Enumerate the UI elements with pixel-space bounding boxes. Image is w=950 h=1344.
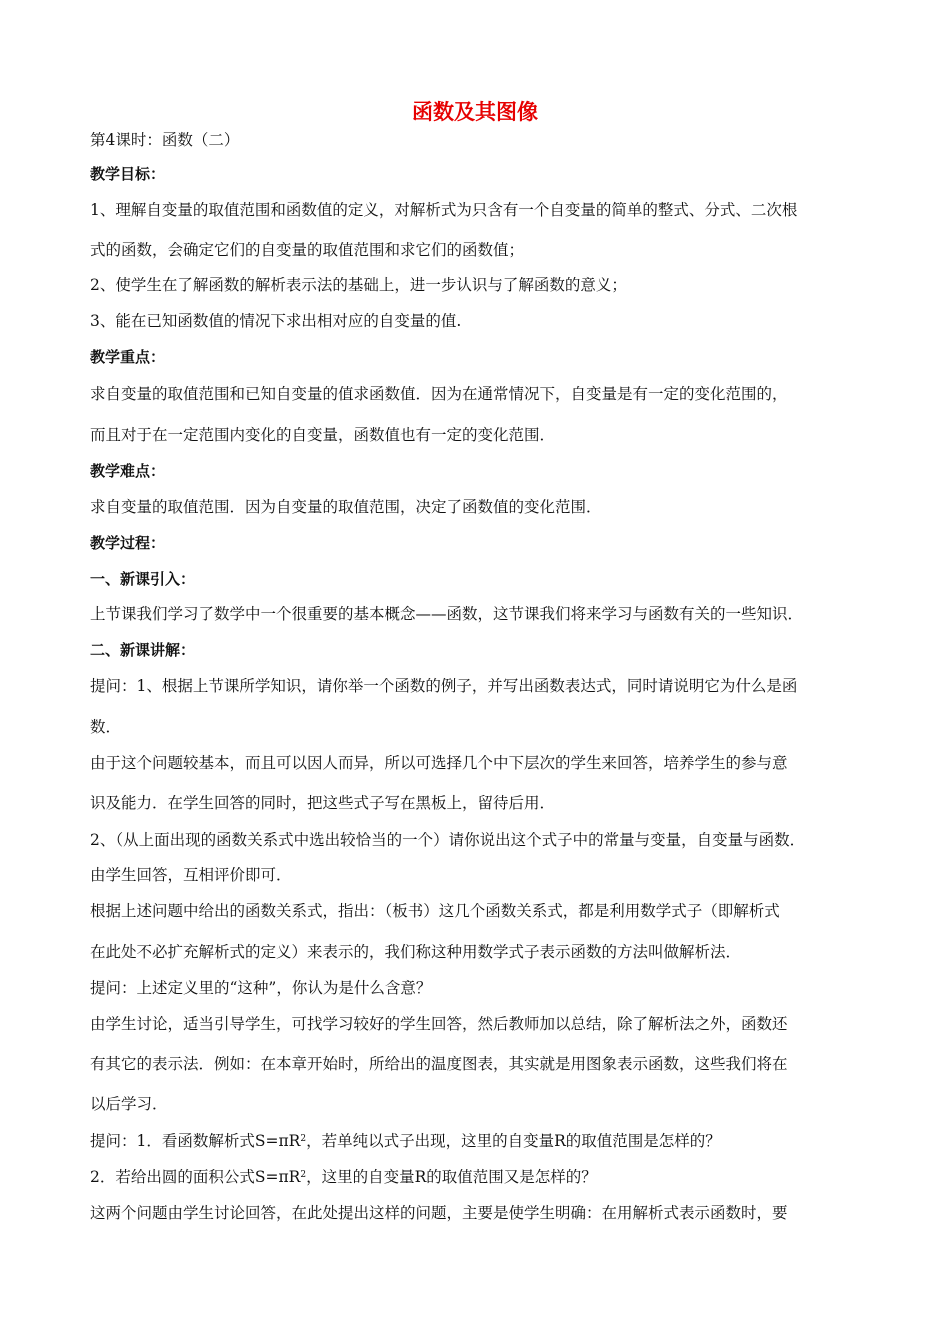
paragraph-line: 3、能在已知函数值的情况下求出相对应的自变量的值.	[90, 312, 462, 330]
superscript: 2	[300, 1170, 307, 1180]
paragraph-line: 而且对于在一定范围内变化的自变量，函数值也有一定的变化范围．	[90, 426, 556, 444]
formula-text: 2．若给出圆的面积公式S=πR	[90, 1168, 301, 1186]
paragraph-line: 由学生回答，互相评价即可．	[90, 866, 292, 884]
formula-text: ，这里的自变量R的取值范围又是怎样的？	[306, 1168, 597, 1186]
paragraph-line: 求自变量的取值范围和已知自变量的值求函数值．因为在通常情况下，自变量是有一定的变化范围的，	[90, 385, 788, 403]
formula-text: 提问：1．看函数解析式S=πR	[90, 1132, 301, 1150]
heading-new-lesson-intro: 一、新课引入：	[90, 570, 196, 588]
heading-teaching-goals: 教学目标：	[90, 165, 166, 183]
paragraph-line: 以后学习．	[90, 1095, 168, 1113]
paragraph-line: 根据上述问题中给出的函数关系式，指出：（板书）这几个函数关系式，都是利用数学式子（即解析式	[90, 902, 780, 920]
question-line-1	[90, 1130, 880, 1152]
paragraph-line: 由于这个问题较基本，而且可以因人而异，所以可选择几个中下层次的学生来回答，培养学生的参与意	[90, 754, 788, 772]
heading-difficulties: 教学难点：	[90, 462, 166, 480]
document-title: 函数及其图像	[412, 100, 538, 124]
heading-teaching-process: 教学过程：	[90, 534, 166, 552]
paragraph-line: 提问：上述定义里的“这种”，你认为是什么含意？	[90, 979, 432, 997]
paragraph-line: 式的函数，会确定它们的自变量的取值范围和求它们的函数值；	[90, 241, 525, 259]
question-line-2	[90, 1166, 880, 1188]
paragraph-line: 识及能力．在学生回答的同时，把这些式子写在黑板上，留待后用．	[90, 794, 556, 812]
paragraph-line: 求自变量的取值范围．因为自变量的取值范围，决定了函数值的变化范围．	[90, 498, 602, 516]
paragraph-line: 数．	[90, 718, 122, 736]
paragraph-line: 有其它的表示法．例如：在本章开始时，所给出的温度图表，其实就是用图象表示函数，这些我们将在	[90, 1055, 788, 1073]
paragraph-line: 这两个问题由学生讨论回答，在此处提出这样的问题，主要是使学生明确：在用解析式表示函数时，要	[90, 1204, 788, 1222]
superscript: 2	[300, 1134, 307, 1144]
paragraph-line: 上节课我们学习了数学中一个很重要的基本概念——函数，这节课我们将来学习与函数有关的一些知识．	[90, 605, 804, 623]
paragraph-line: 在此处不必扩充解析式的定义）来表示的，我们称这种用数学式子表示函数的方法叫做解析法．	[90, 943, 742, 961]
paragraph-line: 1、理解自变量的取值范围和函数值的定义，对解析式为只含有一个自变量的简单的整式、分式、二次根	[90, 201, 798, 219]
heading-key-points: 教学重点：	[90, 348, 166, 366]
formula-text: ，若单纯以式子出现，这里的自变量R的取值范围是怎样的？	[306, 1132, 721, 1150]
paragraph-line: 提问：1、根据上节课所学知识，请你举一个函数的例子，并写出函数表达式，同时请说明它为什么是函	[90, 677, 798, 695]
lesson-subtitle: 第4课时：函数（二）	[90, 131, 240, 149]
paragraph-line: 由学生讨论，适当引导学生，可找学习较好的学生回答，然后教师加以总结，除了解析法之外，函数还	[90, 1015, 788, 1033]
paragraph-line: 2、使学生在了解函数的解析表示法的基础上，进一步认识与了解函数的意义；	[90, 276, 627, 294]
heading-new-lesson-explain: 二、新课讲解：	[90, 641, 196, 659]
paragraph-line: 2、（从上面出现的函数关系式中选出较恰当的一个）请你说出这个式子中的常量与变量，自变量与函数．	[90, 831, 806, 849]
